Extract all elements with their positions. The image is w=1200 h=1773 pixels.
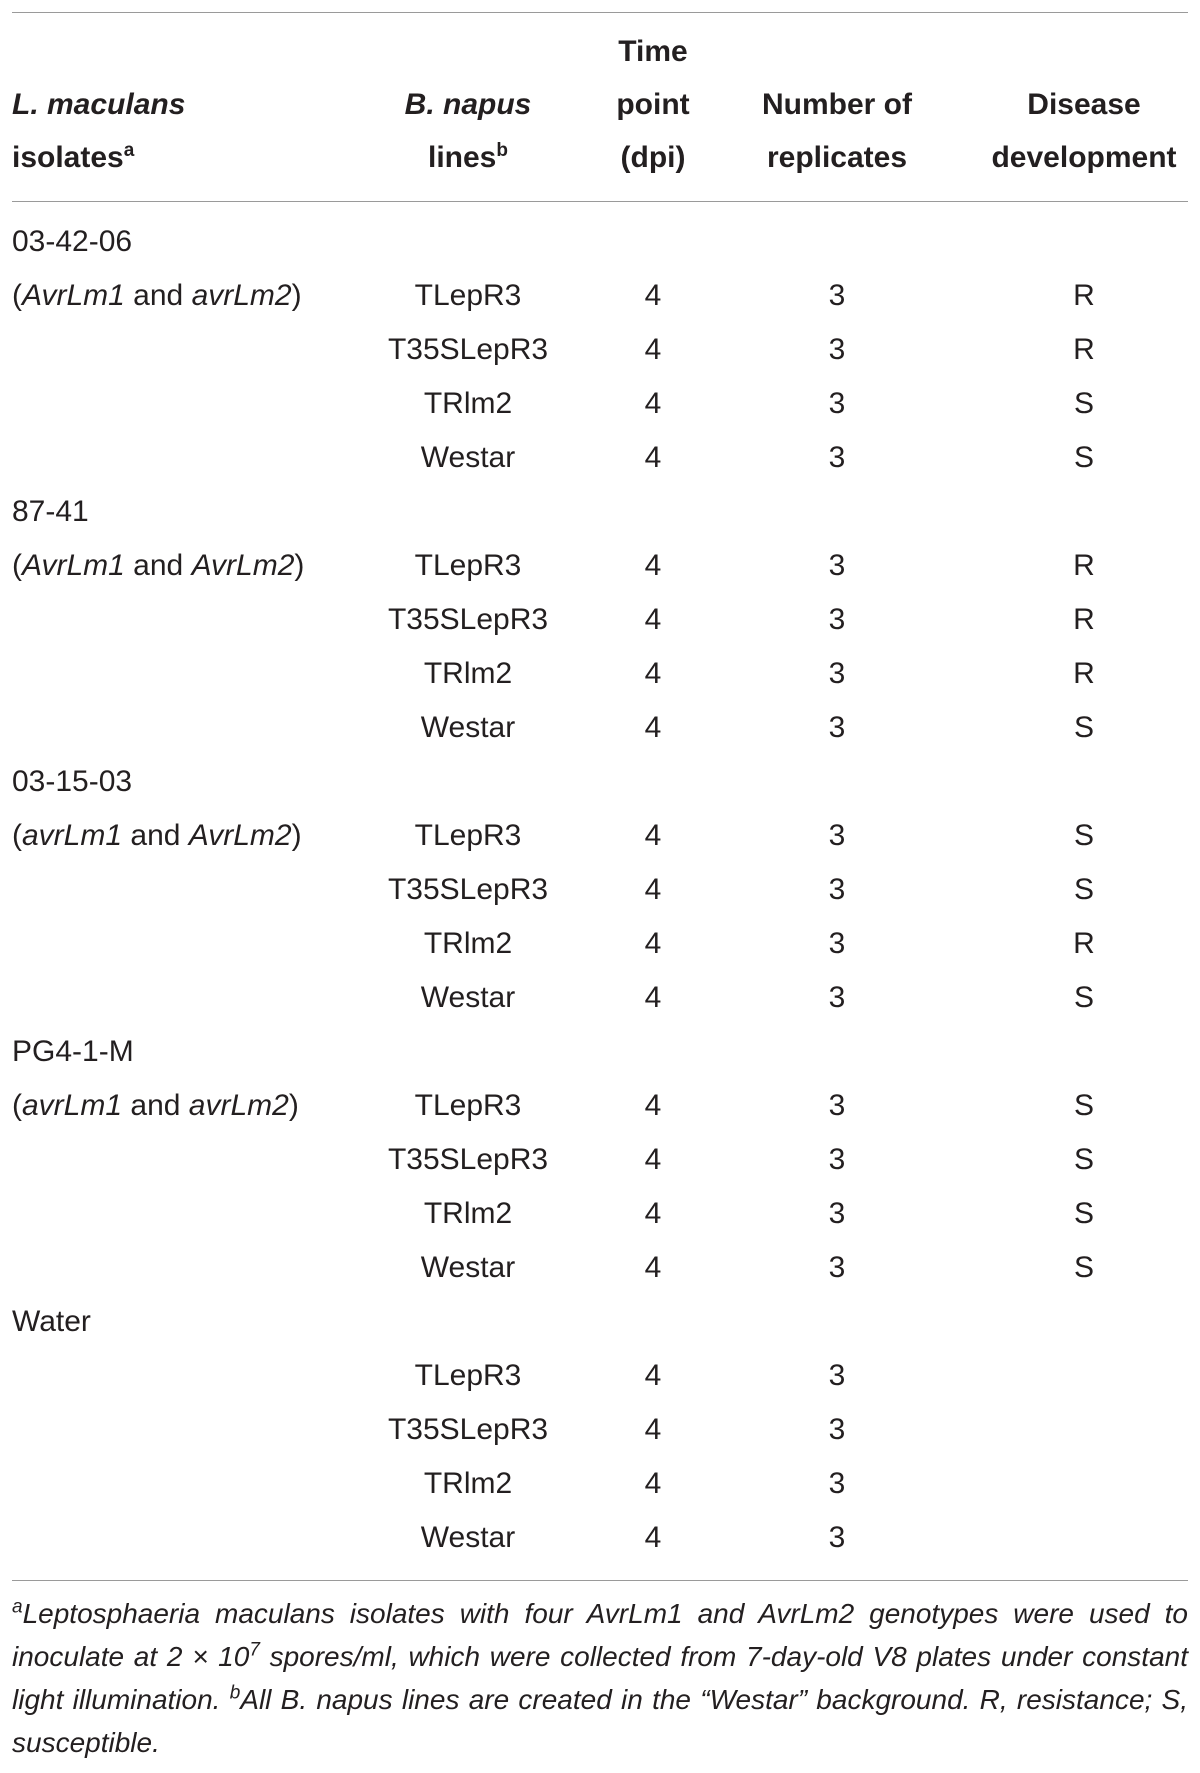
disease-cell: R <box>1073 603 1095 636</box>
replicates-cell: 3 <box>828 1359 846 1392</box>
disease-cell: R <box>1073 657 1095 690</box>
dpi-cell: 4 <box>644 549 662 582</box>
replicates-cell: 3 <box>828 387 846 420</box>
top-rule <box>12 12 1188 13</box>
disease-cell: S <box>1073 1089 1095 1122</box>
footnote-a-text-continued: spores/ml, which were collected from 7-day-old V8 plates under constant light illumination. <box>12 1641 1196 1715</box>
replicates-cell: 3 <box>828 1521 846 1554</box>
dpi-cell: 4 <box>644 1467 662 1500</box>
isolate-genotype: (avrLm1 and AvrLm2) <box>12 819 302 852</box>
dpi-cell: 4 <box>644 441 662 474</box>
header-time-line3: (dpi) <box>620 141 686 174</box>
dpi-cell: 4 <box>644 711 662 744</box>
replicates-cell: 3 <box>828 1197 846 1230</box>
header-replicates <box>762 78 912 184</box>
footnote-a-mark: a <box>12 1596 23 1618</box>
header-isolates <box>12 78 185 184</box>
replicates-cell: 3 <box>828 333 846 366</box>
line-cell: TRlm2 <box>423 657 513 690</box>
line-cell: Westar <box>420 1521 516 1554</box>
replicates-cell: 3 <box>828 549 846 582</box>
table-row <box>0 917 1200 971</box>
line-cell: Westar <box>420 981 516 1014</box>
disease-cell: S <box>1073 981 1095 1014</box>
table-footnote <box>12 1592 1196 1764</box>
line-cell: T35SLepR3 <box>387 603 549 636</box>
table-row <box>0 1403 1200 1457</box>
table-row <box>0 1511 1200 1565</box>
replicates-cell: 3 <box>828 1089 846 1122</box>
line-cell: TRlm2 <box>423 1467 513 1500</box>
header-lines <box>405 78 532 184</box>
isolate-genotype: (AvrLm1 and AvrLm2) <box>12 549 305 582</box>
header-replicates-line2: replicates <box>766 141 908 174</box>
header-time-line2: point <box>616 88 690 121</box>
table-row <box>0 1079 1200 1133</box>
dpi-cell: 4 <box>644 387 662 420</box>
line-cell: TRlm2 <box>423 927 513 960</box>
header-lines-line1: B. napus <box>404 88 532 121</box>
dpi-cell: 4 <box>644 333 662 366</box>
line-cell: TRlm2 <box>423 1197 513 1230</box>
disease-cell: S <box>1073 873 1095 906</box>
isolate-row <box>0 215 1200 269</box>
header-rule <box>12 201 1188 202</box>
replicates-cell: 3 <box>828 603 846 636</box>
table-row <box>0 377 1200 431</box>
dpi-cell: 4 <box>644 873 662 906</box>
table-row <box>0 431 1200 485</box>
isolate-name: 87-41 <box>12 495 89 528</box>
line-cell: TLepR3 <box>414 1359 522 1392</box>
disease-cell: S <box>1073 1143 1095 1176</box>
line-cell: Westar <box>420 711 516 744</box>
header-time-line1: Time <box>618 35 688 68</box>
line-cell: T35SLepR3 <box>387 873 549 906</box>
line-cell: T35SLepR3 <box>387 333 549 366</box>
isolate-row <box>0 755 1200 809</box>
line-cell: TLepR3 <box>414 279 522 312</box>
table-row <box>0 701 1200 755</box>
table-row <box>0 1187 1200 1241</box>
dpi-cell: 4 <box>644 603 662 636</box>
header-isolates-line2: isolates <box>12 141 124 174</box>
table-row <box>0 1457 1200 1511</box>
table-row <box>0 647 1200 701</box>
line-cell: T35SLepR3 <box>387 1143 549 1176</box>
isolate-row <box>0 1295 1200 1349</box>
disease-cell: S <box>1073 711 1095 744</box>
footnote-exponent: 7 <box>249 1639 260 1661</box>
isolate-genotype: (avrLm1 and avrLm2) <box>12 1089 299 1122</box>
isolate-name: 03-42-06 <box>12 225 133 258</box>
disease-cell: S <box>1073 819 1095 852</box>
replicates-cell: 3 <box>828 279 846 312</box>
footnote-a-text: Leptosphaeria maculans isolates with four AvrLm1 and AvrLm2 genotypes were used to inoculate at 2 × 10 <box>12 1598 1188 1672</box>
table-row <box>0 539 1200 593</box>
table-row <box>0 1241 1200 1295</box>
isolate-row <box>0 485 1200 539</box>
table-row <box>0 323 1200 377</box>
table-row <box>0 1349 1200 1403</box>
line-cell: Westar <box>420 1251 516 1284</box>
replicates-cell: 3 <box>828 927 846 960</box>
dpi-cell: 4 <box>644 1089 662 1122</box>
line-cell: T35SLepR3 <box>387 1413 549 1446</box>
replicates-cell: 3 <box>828 657 846 690</box>
dpi-cell: 4 <box>644 1251 662 1284</box>
replicates-cell: 3 <box>828 1143 846 1176</box>
replicates-cell: 3 <box>828 1413 846 1446</box>
isolate-name: 03-15-03 <box>12 765 133 798</box>
footnote-b-text: All B. napus lines are created in the “Westar” background. R, resistance; S, susceptible. <box>12 1684 1188 1758</box>
line-cell: TLepR3 <box>414 819 522 852</box>
table-row <box>0 863 1200 917</box>
header-disease-line2: development <box>991 141 1177 174</box>
dpi-cell: 4 <box>644 1197 662 1230</box>
disease-cell: S <box>1073 387 1095 420</box>
header-lines-line2: lines <box>428 141 497 174</box>
table-row <box>0 269 1200 323</box>
table-row <box>0 593 1200 647</box>
table-row <box>0 971 1200 1025</box>
isolate-name: Water <box>12 1305 91 1338</box>
header-replicates-line1: Number of <box>762 88 912 121</box>
replicates-cell: 3 <box>828 441 846 474</box>
isolate-name: PG4-1-M <box>12 1035 134 1068</box>
dpi-cell: 4 <box>644 981 662 1014</box>
disease-cell: S <box>1073 441 1095 474</box>
replicates-cell: 3 <box>828 873 846 906</box>
disease-cell: R <box>1073 549 1095 582</box>
header-time-point <box>616 25 689 184</box>
footnote-mark-a: a <box>123 140 135 161</box>
replicates-cell: 3 <box>828 981 846 1014</box>
footnote-b-mark: b <box>229 1682 241 1704</box>
replicates-cell: 3 <box>828 1251 846 1284</box>
disease-cell: R <box>1073 333 1095 366</box>
header-isolates-line1: L. maculans <box>12 88 186 121</box>
line-cell: TLepR3 <box>414 1089 522 1122</box>
disease-cell: R <box>1073 279 1095 312</box>
line-cell: TLepR3 <box>414 549 522 582</box>
line-cell: TRlm2 <box>423 387 513 420</box>
footnote-mark-b: b <box>496 140 508 161</box>
dpi-cell: 4 <box>644 279 662 312</box>
dpi-cell: 4 <box>644 657 662 690</box>
replicates-cell: 3 <box>828 1467 846 1500</box>
header-disease <box>991 78 1176 184</box>
bottom-rule <box>12 1580 1188 1581</box>
disease-cell: S <box>1073 1197 1095 1230</box>
isolate-row <box>0 1025 1200 1079</box>
dpi-cell: 4 <box>644 1143 662 1176</box>
dpi-cell: 4 <box>644 1359 662 1392</box>
dpi-cell: 4 <box>644 1521 662 1554</box>
replicates-cell: 3 <box>828 819 846 852</box>
isolate-genotype: (AvrLm1 and avrLm2) <box>12 279 302 312</box>
table-row <box>0 1133 1200 1187</box>
line-cell: Westar <box>420 441 516 474</box>
disease-cell: R <box>1073 927 1095 960</box>
dpi-cell: 4 <box>644 819 662 852</box>
disease-cell: S <box>1073 1251 1095 1284</box>
dpi-cell: 4 <box>644 927 662 960</box>
header-disease-line1: Disease <box>1027 88 1141 121</box>
table-row <box>0 809 1200 863</box>
replicates-cell: 3 <box>828 711 846 744</box>
dpi-cell: 4 <box>644 1413 662 1446</box>
